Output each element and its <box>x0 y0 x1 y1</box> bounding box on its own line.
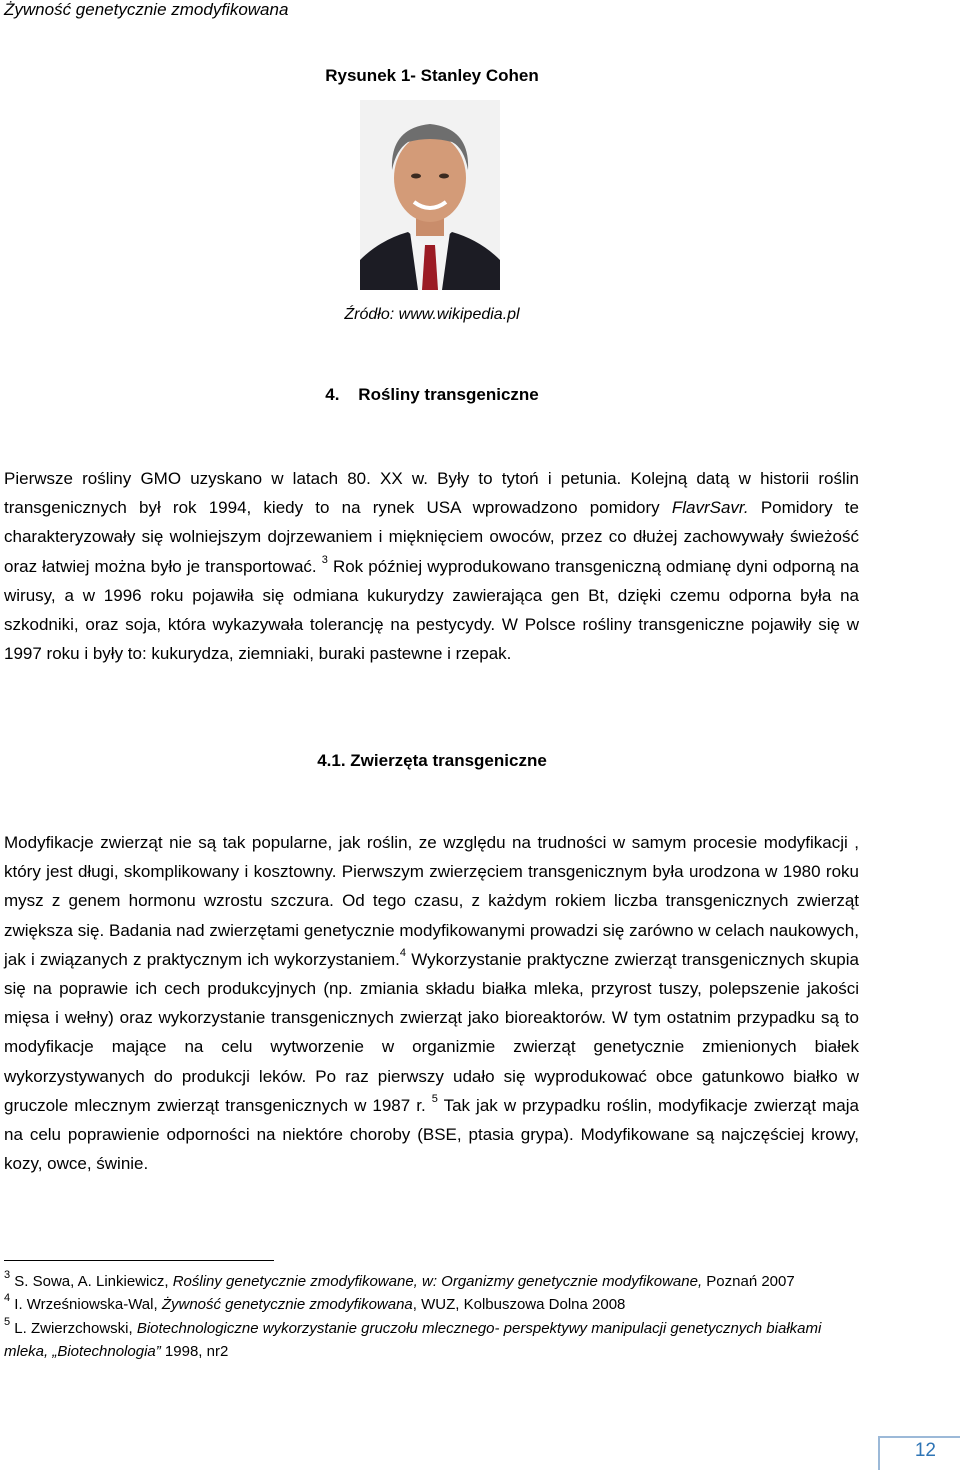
section-heading-4: 4. Rośliny transgeniczne <box>325 385 539 404</box>
footnote-5-title: Biotechnologiczne wykorzystanie gruczołu mlecznego- perspektywy manipulacji genetycznych białkami mleka, „Biotechnologia” <box>4 1319 822 1361</box>
figure-source: Źródło: www.wikipedia.pl <box>344 306 520 323</box>
footnote-ref-5[interactable]: 5 <box>431 1093 438 1106</box>
figure-caption: Rysunek 1- Stanley Cohen <box>325 66 539 85</box>
footnotes <box>4 1270 859 1364</box>
footnote-4-author: I. Wrześniowska-Wal, <box>10 1296 162 1314</box>
footnote-5-author: L. Zwierzchowski, <box>10 1319 137 1337</box>
footnote-ref-3[interactable]: 3 <box>321 553 328 566</box>
footnote-4-title: Żywność genetycznie zmodyfikowana <box>161 1296 413 1314</box>
footnote-number-3: 3 <box>4 1269 11 1281</box>
p1-italic-flavrsavr: FlavrSavr. <box>671 498 749 518</box>
section-4-1-paragraph <box>4 828 859 1178</box>
footnote-3-place: Poznań 2007 <box>702 1273 795 1290</box>
footnote-5-place: 1998, nr2 <box>160 1343 229 1361</box>
p1-text-a: Pierwsze rośliny GMO uzyskano w latach 80. XX w. Były to tytoń i petunia. Kolejną datą w historii roślin transgenicznych był rok 1994, kiedy to na rynek USA wprowadzono pomidory <box>4 469 859 518</box>
footnote-number-5: 5 <box>4 1315 11 1328</box>
footnote-ref-4[interactable]: 4 <box>399 947 407 960</box>
footnote-3-title: Rośliny genetycznie zmodyfikowane, w: Organizmy genetycznie modyfikowane, <box>172 1273 703 1290</box>
section-4-paragraph <box>4 464 859 668</box>
page-number: 12 <box>914 1440 936 1461</box>
footnote-3 <box>4 1270 859 1293</box>
footnote-divider <box>4 1260 274 1261</box>
p1-text-c: Rok później wyprodukowano transgeniczną odmianę dyni odporną na wirusy, a w 1996 roku pojawiła się odmiana kukurydzy zawierająca gen Bt, dzięki czemu odporna była na szkodniki, oraz soja, która wykazywała tolerancję na pestycydy. W Polsce rośliny transgeniczne pojawiły się w 1997 roku i były to: kukurydza, ziemniaki, buraki pastewne i rzepak. <box>4 556 859 664</box>
footnote-number-4: 4 <box>4 1292 11 1305</box>
p2-text-b: Wykorzystanie praktyczne zwierząt transgenicznych skupia się na poprawie ich cech produkcyjnych (np. zmiania składu białka mleka, przyrost tuszy, polepszenie jakości mięsa i wełny) oraz wykorzystanie transgenicznych zwierząt jako bioreaktorów. W tym ostatnim przypadku są to modyfikacje mające na celu wytworzenie w organizmie zwierząt genetycznie zmienionych białek wykorzystywanych do produkcji leków. Po raz pierwszy udało się wyprodukować obce gatunkowo białko w gruczole mlecznym zwierząt transgenicznych w 1987 r. <box>4 949 859 1115</box>
footnote-4 <box>4 1293 859 1316</box>
photo-eye-left <box>411 174 421 179</box>
portrait-photo <box>360 100 500 290</box>
footnote-5 <box>4 1317 859 1364</box>
footnote-3-author: S. Sowa, A. Linkiewicz, <box>10 1273 173 1290</box>
photo-eye-right <box>439 174 449 179</box>
p1-text-b: Pomidory te charakteryzowały się wolniejszym dojrzewaniem i mięknięciem owoców, przez co dłużej zachowywały świeżość oraz łatwiej można było je transportować. <box>4 498 859 576</box>
footnote-4-place: , WUZ, Kolbuszowa Dolna 2008 <box>412 1296 626 1314</box>
p2-text-a: Modyfikacje zwierząt nie są tak popularne, jak roślin, ze względu na trudności w samym procesie modyfikacji , który jest długi, skomplikowany i kosztowny. Pierwszym zwierzęciem transgenicznym była urodzona w 1980 roku mysz z genem hormonu wzrostu szczura. Od tego czasu, z każdym rokiem liczba transgenicznych zwierząt zwiększa się. Badania nad zwierzętami genetycznie modyfikowanymi prowadzi się zarówno w celach naukowych, jak i związanych z praktycznym ich wykorzystaniem. <box>4 833 859 969</box>
p2-text-c: Tak jak w przypadku roślin, modyfikacje zwierząt maja na celu poprawienie odporności na niektóre choroby (BSE, ptasia grypa). Modyfikowane są najczęściej krowy, kozy, owce, świnie. <box>4 1095 859 1174</box>
section-heading-4-1: 4.1. Zwierzęta transgeniczne <box>317 751 547 770</box>
running-header: Żywność genetycznie zmodyfikowana <box>4 0 289 19</box>
